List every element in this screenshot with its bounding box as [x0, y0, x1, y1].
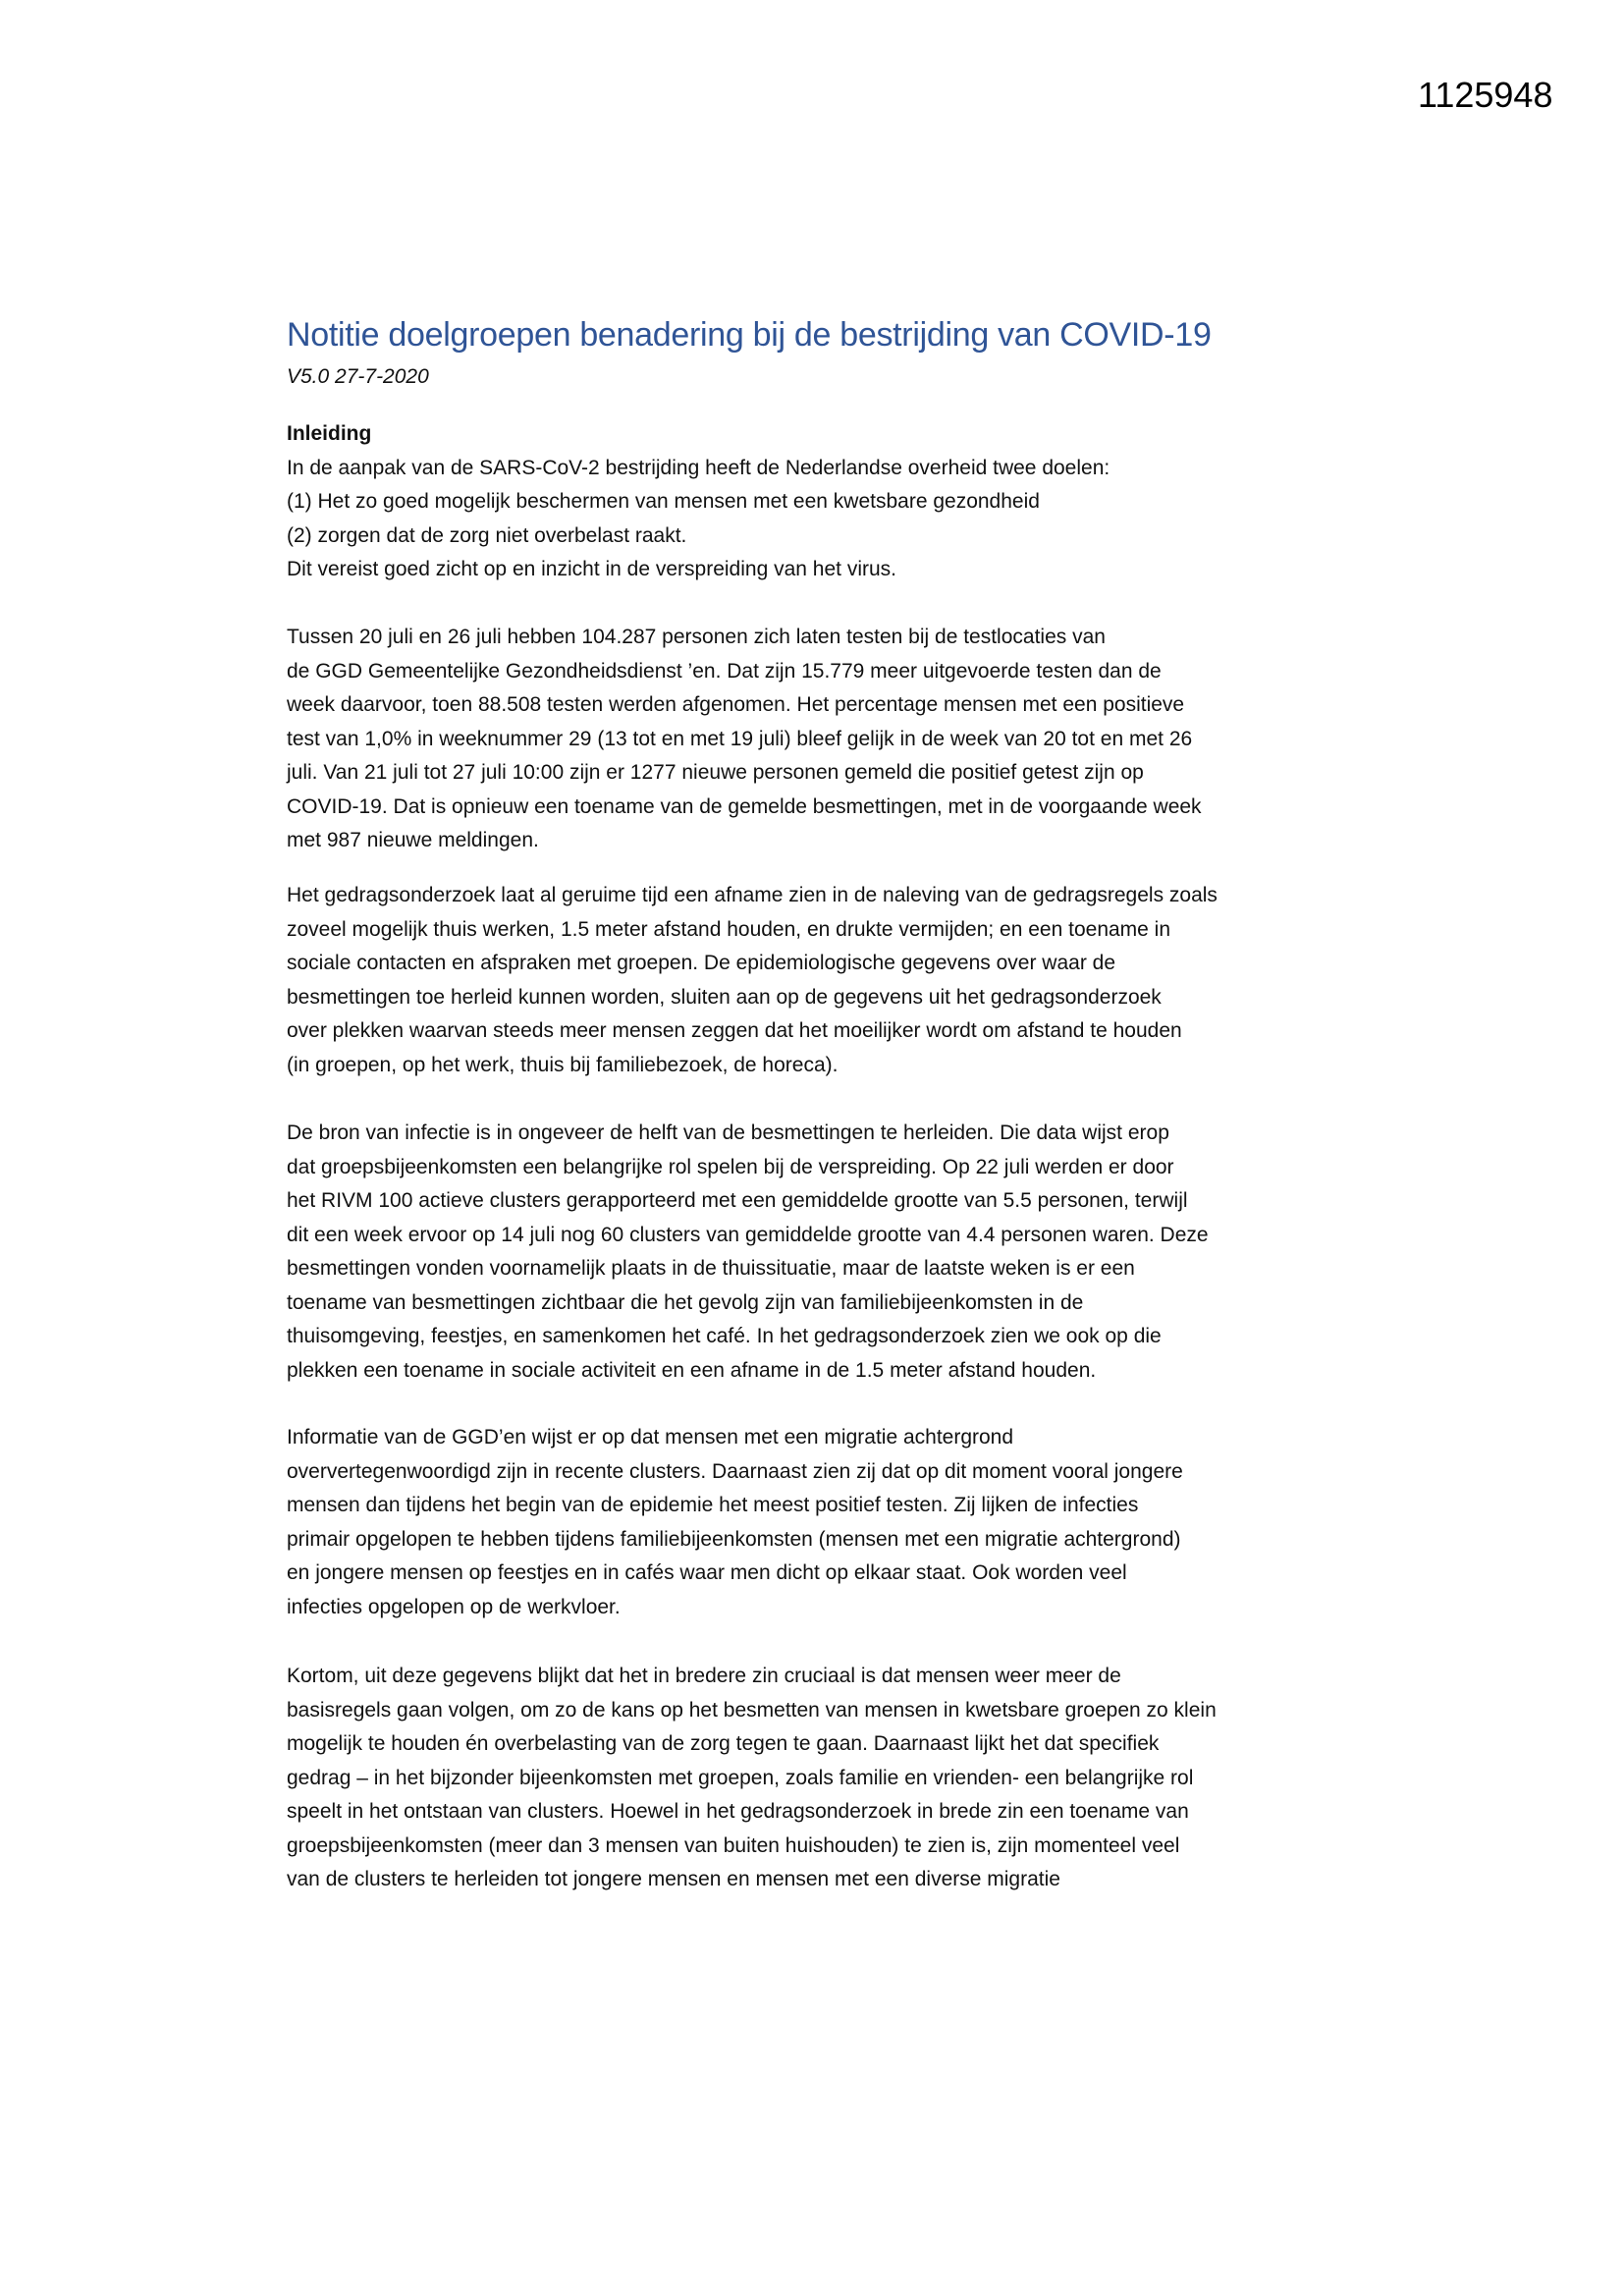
text-line: dit een week ervoor op 14 juli nog 60 clusters van gemiddelde grootte van 4.4 personen waren. Deze	[287, 1223, 1209, 1246]
text-line: (2) zorgen dat de zorg niet overbelast raakt.	[287, 523, 687, 547]
paragraph	[287, 1660, 1217, 1897]
text-line: besmettingen toe herleid kunnen worden, sluiten aan op de gegevens uit het gedragsonderzoek	[287, 985, 1162, 1009]
text-line: week daarvoor, toen 88.508 testen werden afgenomen. Het percentage mensen met een positieve	[287, 693, 1185, 716]
text-line: het RIVM 100 actieve clusters gerapporteerd met een gemiddelde grootte van 5.5 personen, terwijl	[287, 1189, 1188, 1212]
text-line: (in groepen, op het werk, thuis bij familiebezoek, de horeca).	[287, 1053, 839, 1076]
intro-section	[287, 417, 1110, 587]
text-line: de GGD Gemeentelijke Gezondheidsdienst ’en. Dat zijn 15.779 meer uitgevoerde testen dan de	[287, 659, 1162, 683]
text-line: gedrag – in het bijzonder bijeenkomsten met groepen, zoals familie en vrienden- een belangrijke rol	[287, 1766, 1194, 1789]
text-line: speelt in het ontstaan van clusters. Hoewel in het gedragsonderzoek in brede zin een toename van	[287, 1800, 1189, 1823]
text-line: over plekken waarvan steeds meer mensen zeggen dat het moeilijker wordt om afstand te houden	[287, 1019, 1182, 1042]
text-line: van de clusters te herleiden tot jongere mensen en mensen met een diverse migratie	[287, 1868, 1060, 1890]
text-line: mogelijk te houden én overbelasting van de zorg tegen te gaan. Daarnaast lijkt het dat specifiek	[287, 1732, 1160, 1755]
paragraph	[287, 621, 1202, 858]
text-line: basisregels gaan volgen, om zo de kans op het besmetten van mensen in kwetsbare groepen zo klein	[287, 1698, 1217, 1722]
text-line: zoveel mogelijk thuis werken, 1.5 meter afstand houden, en drukte vermijden; en een toename in	[287, 917, 1171, 941]
paragraph	[287, 879, 1218, 1082]
text-line: De bron van infectie is in ongeveer de helft van de besmettingen te herleiden. Die data wijst erop	[287, 1121, 1169, 1144]
text-line: Tussen 20 juli en 26 juli hebben 104.287 personen zich laten testen bij de testlocaties van	[287, 626, 1106, 648]
document-id: 1125948	[1418, 75, 1553, 115]
text-line: juli. Van 21 juli tot 27 juli 10:00 zijn er 1277 nieuwe personen gemeld die positief getest zijn op	[287, 761, 1144, 784]
text-line: infecties opgelopen op de werkvloer.	[287, 1595, 621, 1618]
text-line: Informatie van de GGD’en wijst er op dat mensen met een migratie achtergrond	[287, 1426, 1014, 1449]
section-heading: Inleiding	[287, 422, 372, 445]
text-line: met 987 nieuwe meldingen.	[287, 829, 539, 851]
text-line: en jongere mensen op feestjes en in cafés waar men dicht op elkaar staat. Ook worden veel	[287, 1561, 1127, 1584]
text-line: thuisomgeving, feestjes, en samenkomen het café. In het gedragsonderzoek zien we ook op die	[287, 1325, 1162, 1347]
document-version: V5.0 27-7-2020	[287, 365, 429, 388]
text-line: dat groepsbijeenkomsten een belangrijke rol spelen bij de verspreiding. Op 22 juli werden er door	[287, 1155, 1174, 1178]
text-line: In de aanpak van de SARS-CoV-2 bestrijding heeft de Nederlandse overheid twee doelen:	[287, 456, 1110, 479]
text-line: plekken een toename in sociale activiteit en een afname in de 1.5 meter afstand houden.	[287, 1358, 1097, 1382]
text-line: Dit vereist goed zicht op en inzicht in de verspreiding van het virus.	[287, 558, 896, 580]
text-line: COVID-19. Dat is opnieuw een toename van de gemelde besmettingen, met in de voorgaande week	[287, 794, 1202, 818]
text-line: mensen dan tijdens het begin van de epidemie het meest positief testen. Zij lijken de infecties	[287, 1494, 1139, 1516]
text-line: toename van besmettingen zichtbaar die het gevolg zijn van familiebijeenkomsten in de	[287, 1290, 1084, 1314]
document-title: Notitie doelgroepen benadering bij de bestrijding van COVID-19	[287, 316, 1212, 354]
text-line: sociale contacten en afspraken met groepen. De epidemiologische gegevens over waar de	[287, 952, 1116, 974]
text-line: oververtegenwoordigd zijn in recente clusters. Daarnaast zien zij dat op dit moment vooral jongere	[287, 1459, 1183, 1483]
text-line: Het gedragsonderzoek laat al geruime tijd een afname zien in de naleving van de gedragsregels zoals	[287, 884, 1218, 906]
paragraph	[287, 1421, 1183, 1624]
text-line: (1) Het zo goed mogelijk beschermen van mensen met een kwetsbare gezondheid	[287, 490, 1040, 513]
text-line: Kortom, uit deze gegevens blijkt dat het in bredere zin cruciaal is dat mensen weer meer de	[287, 1665, 1121, 1687]
text-line: primair opgelopen te hebben tijdens familiebijeenkomsten (mensen met een migratie achtergrond)	[287, 1527, 1181, 1551]
text-line: test van 1,0% in weeknummer 29 (13 tot en met 19 juli) bleef gelijk in de week van 20 tot en met 26	[287, 727, 1193, 750]
paragraph	[287, 1117, 1209, 1388]
text-line: groepsbijeenkomsten (meer dan 3 mensen van buiten huishouden) te zien is, zijn momenteel veel	[287, 1833, 1180, 1857]
text-line: besmettingen vonden voornamelijk plaats in de thuissituatie, maar de laatste weken is er een	[287, 1257, 1135, 1280]
